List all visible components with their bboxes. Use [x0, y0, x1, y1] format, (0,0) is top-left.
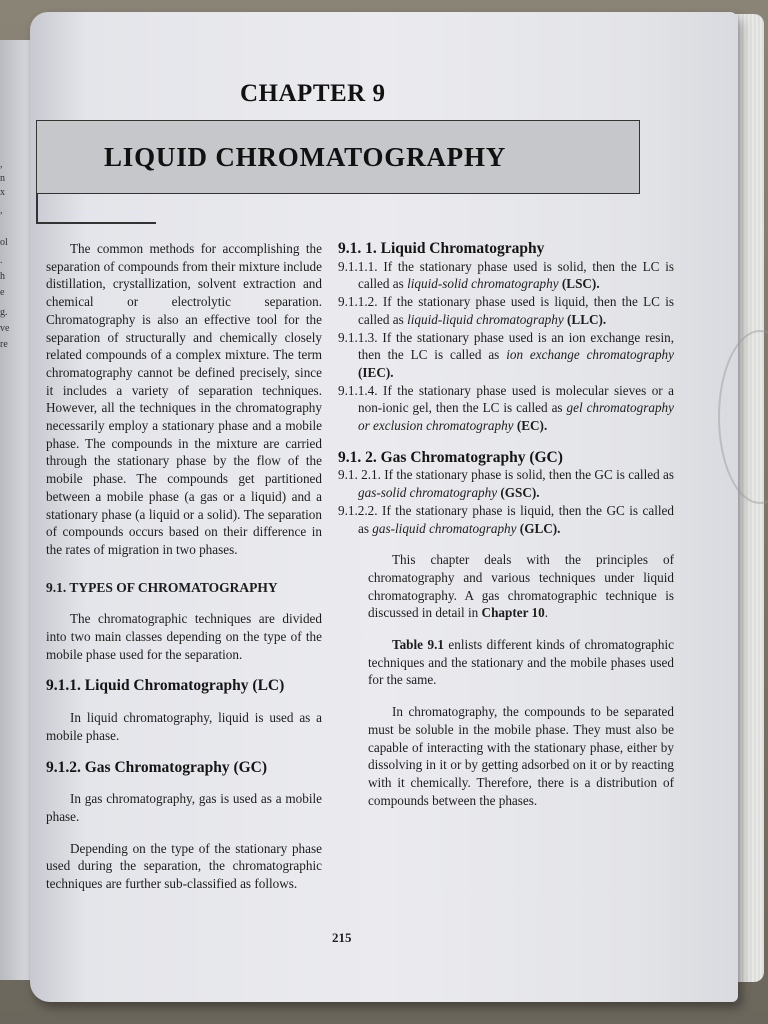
chapter-reference: Chapter 10: [481, 605, 545, 621]
gc-classification-heading: 9.1. 2. Gas Chromatography (GC): [338, 448, 563, 466]
lc-paragraph: In liquid chromatography, liquid is used as a mobile phase.: [46, 710, 322, 743]
margin-fragment: ol: [0, 237, 8, 248]
margin-fragment: re: [0, 339, 8, 350]
left-column: [46, 240, 322, 893]
subclassification-paragraph: Depending on the type of the stationary phase used during the separation, the chromatographic techniques are further sub-classified as follows.: [46, 840, 322, 892]
margin-fragment: ,: [0, 205, 3, 216]
lc-classification-heading: 9.1. 1. Liquid Chromatography: [338, 240, 545, 257]
margin-fragment: h: [0, 271, 5, 282]
chapter-title: LIQUID CHROMATOGRAPHY: [104, 142, 507, 172]
list-item: 9.1. 2.1. If the stationary phase is solid, then the GC is called as gas-solid chromatography (GSC).: [338, 467, 675, 501]
margin-fragment: ,: [0, 159, 3, 170]
right-column: [338, 240, 674, 809]
section-heading-types: 9.1. TYPES OF CHROMATOGRAPHY: [46, 579, 278, 595]
title-frame-line: [36, 222, 156, 224]
subsection-heading-lc: 9.1.1. Liquid Chromatography (LC): [46, 677, 285, 695]
intro-paragraph: The common methods for accomplishing the separation of compounds from their mixture include distillation, crystallization, solvent extraction and chemical or electrolytic separation. Chromatography is also an effective tool for the separation of structurally and chemically closely related compounds of a complex mixture. The term chromatography cannot be defined precisely, since it includes a variety of separation techniques. However, all the techniques in the chromatography necessarily employ a stationary phase and a mobile phase. The compounds in the mixture are carried through the stationary phase by the flow of the mobile phase. The compounds get partitioned between a mobile phase (a gas or a liquid) and a stationary phase (a liquid or a solid). The separation of compounds occurs based on their difference in the rates of migration in two phases.: [46, 241, 322, 557]
chapter-scope-paragraph: This chapter deals with the principles of chromatography and various techniques under liquid chromatography. A gas chromatographic technique is discussed in detail in Chapter 10.: [368, 552, 674, 621]
margin-fragment: e: [0, 287, 5, 298]
list-item: 9.1.2.2. If the stationary phase is liquid, then the GC is called as gas-liquid chromatography (GLC).: [338, 502, 675, 536]
types-paragraph: The chromatographic techniques are divided into two main classes depending on the type of the mobile phase used for the separation.: [46, 611, 322, 662]
list-item: 9.1.1.1. If the stationary phase used is solid, then the LC is called as liquid-solid chromatography (LSC).: [338, 258, 674, 292]
list-item: 9.1.1.4. If the stationary phase used is molecular sieves or a non-ionic gel, then the LC is called as gel chromatography or exclusion chromatography (EC).: [338, 382, 675, 434]
chapter-label: CHAPTER 9: [240, 80, 386, 107]
subsection-heading-gc: 9.1.2. Gas Chromatography (GC): [46, 758, 268, 776]
margin-fragment: g.: [0, 307, 8, 318]
margin-fragment: x: [0, 187, 5, 198]
gc-paragraph: In gas chromatography, gas is used as a mobile phase.: [46, 791, 322, 824]
list-item: 9.1.1.3. If the stationary phase used is an ion exchange resin, then the LC is called as ion exchange chromatography (IEC).: [338, 329, 674, 380]
margin-fragment: n: [0, 173, 5, 184]
solubility-paragraph: In chromatography, the compounds to be separated must be soluble in the mobile phase. They must also be capable of interacting with the stationary phase, either by dissolving in it or by getting adsorbed on it or by reacting with it chemically. Therefore, there is a distribution of compounds between the phases.: [368, 704, 674, 808]
list-item: 9.1.1.2. If the stationary phase used is liquid, then the LC is called as liquid-liquid chromatography (LLC).: [338, 294, 674, 327]
margin-fragment: ve: [0, 323, 10, 334]
table-reference-paragraph: Table 9.1 enlists different kinds of chromatographic techniques and the stationary and the mobile phases used for the same.: [368, 637, 674, 688]
page-number: 215: [332, 930, 352, 945]
margin-fragment: .: [0, 255, 3, 266]
table-reference: Table 9.1: [392, 637, 444, 653]
